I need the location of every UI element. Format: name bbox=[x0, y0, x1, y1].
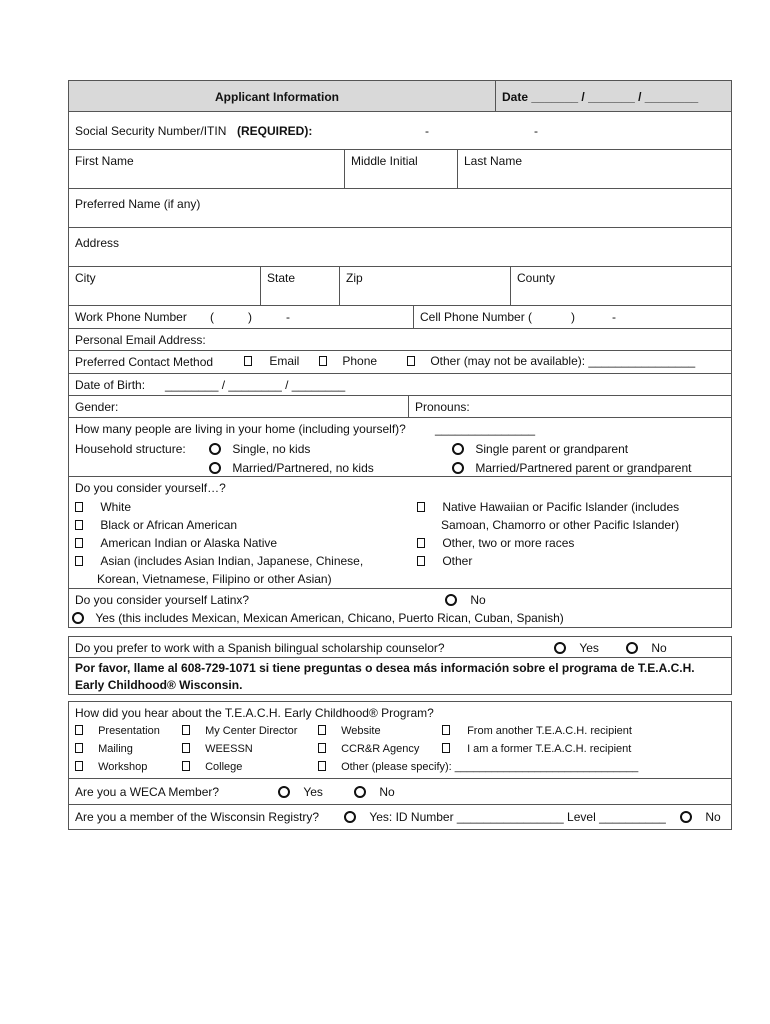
referral-option-label: Workshop bbox=[98, 761, 148, 773]
referral-option-ccrr[interactable] bbox=[318, 742, 419, 756]
ssn-required: (REQUIRED): bbox=[237, 124, 313, 138]
radio-icon bbox=[209, 443, 221, 455]
work-phone-field[interactable] bbox=[69, 306, 413, 328]
checkbox-icon bbox=[182, 725, 190, 735]
weca-option-no[interactable] bbox=[354, 785, 395, 799]
race-option-other[interactable] bbox=[417, 554, 472, 568]
spanish-no-label: No bbox=[651, 641, 667, 655]
referral-option-workshop[interactable] bbox=[75, 760, 147, 774]
cell-phone-dash: - bbox=[612, 310, 616, 324]
referral-option-label: I am a former T.E.A.C.H. recipient bbox=[467, 743, 632, 755]
race-option-white[interactable] bbox=[75, 500, 131, 514]
state-field[interactable] bbox=[260, 267, 339, 305]
latinx-no-label: No bbox=[470, 593, 486, 607]
work-phone-dash: - bbox=[286, 310, 290, 324]
latinx-yes-label: Yes (this includes Mexican, Mexican American, Chicano, Puerto Rican, Cuban, Spanish) bbox=[95, 611, 564, 625]
address-field[interactable] bbox=[69, 228, 731, 267]
checkbox-icon bbox=[318, 761, 326, 771]
radio-icon bbox=[445, 594, 457, 606]
checkbox-icon bbox=[75, 725, 83, 735]
county-field[interactable] bbox=[510, 267, 731, 305]
latinx-question: Do you consider yourself Latinx? bbox=[75, 593, 250, 607]
race-option-pacific-islander[interactable] bbox=[417, 500, 679, 514]
zip-label: Zip bbox=[346, 271, 363, 285]
weca-question: Are you a WECA Member? bbox=[75, 785, 220, 799]
cell-phone-close-paren: ) bbox=[571, 310, 575, 324]
ssn-row[interactable] bbox=[69, 112, 731, 150]
referral-option-label: My Center Director bbox=[205, 725, 298, 737]
state-label: State bbox=[267, 271, 296, 285]
weca-no-label: No bbox=[379, 785, 395, 799]
dob-label: Date of Birth: bbox=[75, 378, 146, 392]
phone-checkbox-icon bbox=[319, 356, 327, 366]
registry-option-yes[interactable] bbox=[344, 810, 666, 824]
radio-icon bbox=[278, 786, 290, 798]
spanish-option-no[interactable] bbox=[626, 641, 667, 655]
referral-option-mailing[interactable] bbox=[75, 742, 133, 756]
referral-option-from-recipient[interactable] bbox=[442, 724, 632, 738]
referral-section bbox=[68, 701, 732, 830]
pronouns-label: Pronouns: bbox=[415, 400, 470, 414]
household-option-label: Married/Partnered parent or grandparent bbox=[475, 461, 692, 475]
referral-option-other[interactable] bbox=[318, 760, 638, 774]
spanish-section bbox=[68, 636, 732, 695]
spanish-option-yes[interactable] bbox=[554, 641, 599, 655]
first-name-field[interactable] bbox=[69, 150, 344, 188]
radio-icon bbox=[452, 462, 464, 474]
work-phone-close-paren: ) bbox=[248, 310, 252, 324]
weca-option-yes[interactable] bbox=[278, 785, 323, 799]
radio-icon bbox=[452, 443, 464, 455]
date-field[interactable] bbox=[495, 81, 731, 111]
gender-row bbox=[69, 396, 731, 418]
gender-label: Gender: bbox=[75, 400, 119, 414]
checkbox-icon bbox=[417, 538, 425, 548]
household-option-label: Single parent or grandparent bbox=[475, 442, 629, 456]
preferred-name-field[interactable] bbox=[69, 189, 731, 228]
ssn-dash-1: - bbox=[425, 124, 429, 138]
address-label: Address bbox=[75, 236, 120, 250]
pronouns-field[interactable] bbox=[408, 396, 731, 417]
email-field[interactable] bbox=[69, 329, 731, 351]
spanish-question-row bbox=[69, 637, 731, 658]
referral-option-label: Presentation bbox=[98, 725, 160, 737]
household-option-label: Single, no kids bbox=[232, 442, 311, 456]
dob-row[interactable] bbox=[69, 374, 731, 396]
race-option-label: American Indian or Alaska Native bbox=[100, 536, 278, 550]
race-option-two-or-more[interactable] bbox=[417, 536, 574, 550]
race-asian-continued: Korean, Vietnamese, Filipino or other Asian) bbox=[97, 572, 332, 586]
spanish-note-line-1: Por favor, llame al 608-729-1071 si tiene preguntas o desea más información sobre el programa de T.E.A.C.H. bbox=[75, 661, 695, 675]
referral-option-label: Website bbox=[341, 725, 381, 737]
race-option-asian[interactable] bbox=[75, 554, 363, 568]
race-option-black[interactable] bbox=[75, 518, 237, 532]
contact-phone-option[interactable] bbox=[319, 354, 377, 368]
checkbox-icon bbox=[182, 743, 190, 753]
cell-phone-field[interactable] bbox=[413, 306, 731, 328]
radio-icon bbox=[554, 642, 566, 654]
race-question: Do you consider yourself…? bbox=[75, 481, 226, 495]
referral-option-label: CCR&R Agency bbox=[341, 743, 420, 755]
checkbox-icon bbox=[318, 725, 326, 735]
zip-field[interactable] bbox=[339, 267, 510, 305]
race-row bbox=[69, 477, 731, 589]
referral-question: How did you hear about the T.E.A.C.H. Early Childhood® Program? bbox=[75, 706, 434, 720]
city-field[interactable] bbox=[69, 267, 260, 305]
registry-option-no[interactable] bbox=[680, 810, 721, 824]
spanish-question: Do you prefer to work with a Spanish bilingual scholarship counselor? bbox=[75, 641, 445, 655]
checkbox-icon bbox=[442, 725, 450, 735]
other-checkbox-icon bbox=[407, 356, 415, 366]
household-option-single[interactable] bbox=[209, 442, 310, 456]
race-option-label: Native Hawaiian or Pacific Islander (includes bbox=[442, 500, 680, 514]
checkbox-icon bbox=[75, 520, 83, 530]
radio-icon bbox=[344, 811, 356, 823]
household-option-married-parent[interactable] bbox=[452, 461, 691, 475]
household-option-married[interactable] bbox=[209, 461, 374, 475]
email-checkbox-icon bbox=[244, 356, 252, 366]
middle-initial-label: Middle Initial bbox=[351, 154, 418, 168]
registry-row bbox=[69, 805, 731, 830]
contact-method-label: Preferred Contact Method bbox=[75, 355, 214, 369]
ssn-label: Social Security Number/ITIN bbox=[75, 124, 227, 138]
section-header bbox=[69, 81, 731, 112]
registry-no-label: No bbox=[705, 810, 721, 824]
referral-option-label: WEESSN bbox=[205, 743, 253, 755]
checkbox-icon bbox=[417, 502, 425, 512]
section-title: Applicant Information bbox=[215, 90, 339, 104]
referral-option-weessn[interactable] bbox=[182, 742, 253, 756]
race-option-label: Black or African American bbox=[100, 518, 238, 532]
spanish-yes-label: Yes bbox=[579, 641, 599, 655]
contact-email-label: Email bbox=[269, 354, 300, 368]
referral-option-presentation[interactable] bbox=[75, 724, 160, 738]
checkbox-icon bbox=[75, 502, 83, 512]
contact-other-option[interactable] bbox=[407, 354, 695, 368]
referral-option-website[interactable] bbox=[318, 724, 381, 738]
ssn-dash-2: - bbox=[534, 124, 538, 138]
name-row bbox=[69, 150, 731, 189]
middle-initial-field[interactable] bbox=[344, 150, 457, 188]
latinx-option-yes[interactable] bbox=[72, 611, 564, 625]
date-label: Date _______ / _______ / ________ bbox=[502, 90, 699, 104]
contact-phone-label: Phone bbox=[342, 354, 378, 368]
referral-option-center-director[interactable] bbox=[182, 724, 297, 738]
race-option-label: Other, two or more races bbox=[442, 536, 575, 550]
radio-icon bbox=[354, 786, 366, 798]
referral-option-label: Mailing bbox=[98, 743, 133, 755]
registry-yes-label: Yes: ID Number ________________ Level __________ bbox=[369, 810, 666, 824]
referral-row bbox=[69, 702, 731, 779]
household-question: How many people are living in your home (including yourself)? bbox=[75, 422, 406, 436]
weca-yes-label: Yes bbox=[303, 785, 323, 799]
applicant-section bbox=[68, 80, 732, 628]
cell-phone-label: Cell Phone Number ( bbox=[420, 310, 533, 324]
last-name-field[interactable] bbox=[457, 150, 731, 188]
gender-field[interactable] bbox=[69, 396, 408, 417]
weca-row bbox=[69, 779, 731, 805]
preferred-name-label: Preferred Name (if any) bbox=[75, 197, 201, 211]
referral-option-college[interactable] bbox=[182, 760, 242, 774]
location-row bbox=[69, 267, 731, 306]
household-structure-label: Household structure: bbox=[75, 442, 186, 456]
radio-icon bbox=[209, 462, 221, 474]
race-option-american-indian[interactable] bbox=[75, 536, 277, 550]
work-phone-label: Work Phone Number bbox=[75, 310, 187, 324]
race-option-label: Asian (includes Asian Indian, Japanese, Chinese, bbox=[100, 554, 364, 568]
applicant-form bbox=[68, 80, 732, 830]
contact-email-option[interactable] bbox=[244, 354, 299, 368]
checkbox-icon bbox=[417, 556, 425, 566]
checkbox-icon bbox=[75, 743, 83, 753]
work-phone-open-paren: ( bbox=[210, 310, 214, 324]
race-pacific-continued: Samoan, Chamorro or other Pacific Islander) bbox=[441, 518, 680, 532]
radio-icon bbox=[680, 811, 692, 823]
contact-other-label: Other (may not be available): ________________ bbox=[430, 354, 696, 368]
checkbox-icon bbox=[75, 538, 83, 548]
city-label: City bbox=[75, 271, 96, 285]
referral-option-former-recipient[interactable] bbox=[442, 742, 631, 756]
referral-option-label: College bbox=[205, 761, 243, 773]
radio-icon bbox=[72, 612, 84, 624]
referral-option-label: Other (please specify): ______________________________ bbox=[341, 761, 639, 773]
county-label: County bbox=[517, 271, 556, 285]
email-label: Personal Email Address: bbox=[75, 333, 206, 347]
spanish-note-line-2: Early Childhood® Wisconsin. bbox=[75, 678, 243, 692]
household-row bbox=[69, 418, 731, 477]
checkbox-icon bbox=[442, 743, 450, 753]
household-option-single-parent[interactable] bbox=[452, 442, 628, 456]
registry-question: Are you a member of the Wisconsin Registry? bbox=[75, 810, 320, 824]
race-option-label: Other bbox=[442, 554, 473, 568]
contact-method-row bbox=[69, 351, 731, 374]
checkbox-icon bbox=[75, 556, 83, 566]
radio-icon bbox=[626, 642, 638, 654]
referral-option-label: From another T.E.A.C.H. recipient bbox=[467, 725, 632, 737]
checkbox-icon bbox=[318, 743, 326, 753]
phone-row bbox=[69, 306, 731, 329]
checkbox-icon bbox=[75, 761, 83, 771]
latinx-row bbox=[69, 589, 731, 628]
last-name-label: Last Name bbox=[464, 154, 523, 168]
dob-value: ________ / ________ / ________ bbox=[165, 378, 346, 392]
spanish-note bbox=[69, 658, 731, 695]
household-count-blank[interactable]: _______________ bbox=[435, 422, 536, 436]
latinx-option-no[interactable] bbox=[445, 593, 486, 607]
first-name-label: First Name bbox=[75, 154, 134, 168]
checkbox-icon bbox=[182, 761, 190, 771]
race-option-label: White bbox=[100, 500, 132, 514]
household-option-label: Married/Partnered, no kids bbox=[232, 461, 374, 475]
